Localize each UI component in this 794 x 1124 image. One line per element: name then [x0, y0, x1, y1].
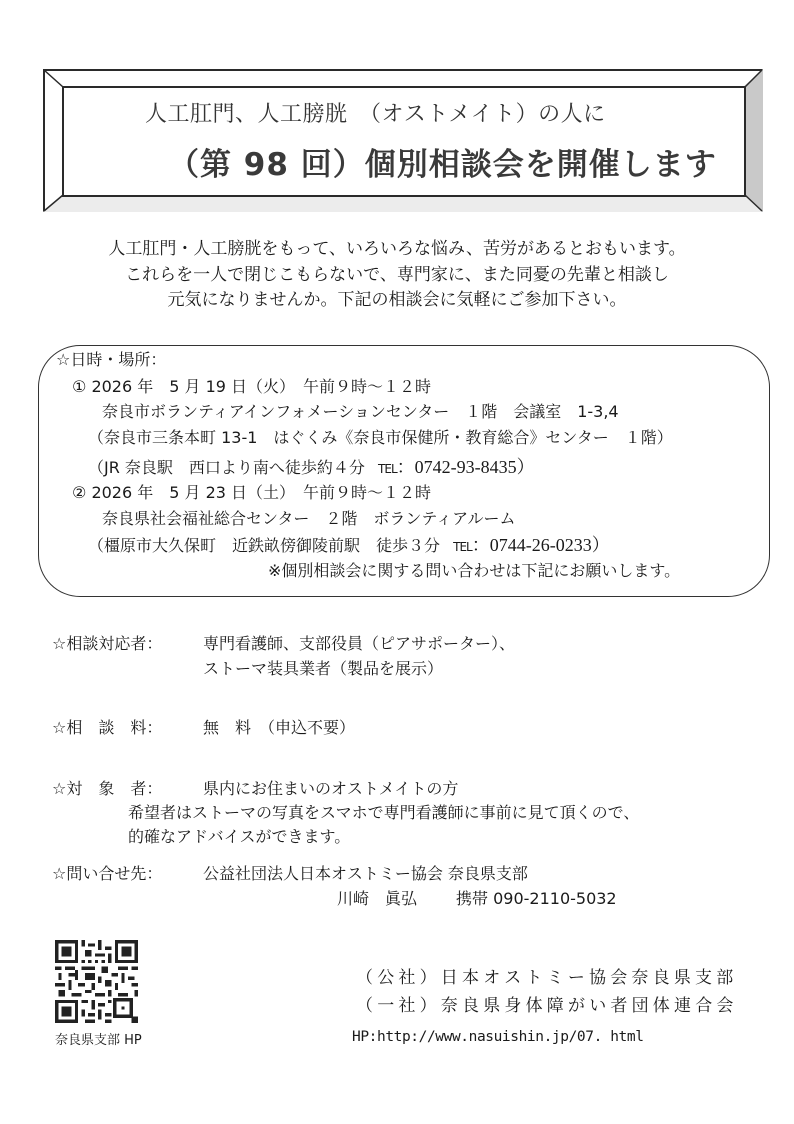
- consultants-label: ☆相談対応者：: [52, 634, 163, 653]
- contact-label: ☆問い合せ先：: [52, 864, 163, 883]
- title-frame-bevel-right: [744, 69, 763, 212]
- session-2-number: ②: [72, 483, 87, 502]
- target-line-1: 県内にお住まいのオストメイトの方: [203, 779, 459, 798]
- session-2-date: ② 2026 年 5 月 23 日（土） 午前９時～１２時: [72, 483, 432, 502]
- footer-org-2: （一社）奈良県身体障がい者団体連合会: [356, 996, 738, 1016]
- session-2-venue: 奈良県社会福祉総合センター ２階 ボランティアルーム: [102, 509, 516, 528]
- schedule-note: ※個別相談会に関する問い合わせは下記にお願いします。: [268, 561, 681, 580]
- footer-url-link[interactable]: HP:http://www.nasuishin.jp/07. html: [352, 1029, 644, 1045]
- target-line-3: 的確なアドバイスができます。: [128, 827, 351, 846]
- session-1-date: ① 2026 年 5 月 19 日（火） 午前９時～１２時: [72, 377, 432, 396]
- title-line-1: 人工肛門、人工膀胱 （オストメイト）の人に: [145, 102, 606, 127]
- consultants-line-1: 専門看護師、支部役員（ピアサポーター）、: [203, 634, 516, 653]
- consultants-line-2: ストーマ装具業者（製品を展示）: [203, 659, 444, 678]
- contact-org: 公益社団法人日本オストミー協会 奈良県支部: [203, 864, 528, 883]
- target-label: ☆対 象 者：: [52, 779, 163, 798]
- session-2-access: （橿原市大久保町 近鉄畝傍御陵前駅 徒歩３分 TEL：0744-26-0233）: [88, 535, 610, 555]
- target-line-2: 希望者はストーマの写真をスマホで専門看護師に事前に見て頂くので、: [128, 803, 640, 822]
- intro-line-1: 人工肛門・人工膀胱をもって、いろいろな悩み、苦労があるとおもいます。: [108, 239, 686, 259]
- schedule-heading: ☆日時・場所：: [56, 350, 167, 369]
- tel-label: TEL: [378, 462, 397, 476]
- fee-value: 無 料 （申込不要）: [203, 718, 356, 737]
- session-2-tel: ：0744-26-0233）: [471, 535, 610, 555]
- session-1-venue: 奈良市ボランティアインフォメーションセンター １階 会議室 1-3,4: [102, 402, 619, 421]
- session-1-number: ①: [72, 377, 87, 396]
- contact-phone: 携帯 090-2110-5032: [456, 889, 617, 908]
- session-1-tel: ：0742-93-8435）: [396, 457, 535, 477]
- intro-line-3: 元気になりませんか。下記の相談会に気軽にご参加下さい。: [167, 290, 627, 310]
- session-1-address: （奈良市三条本町 13-1 はぐくみ《奈良市保健所・教育総合》センター １階）: [88, 428, 673, 447]
- intro-line-2: これらを一人で閉じこもらないで、専門家に、また同憂の先輩と相談し: [125, 265, 669, 285]
- title-frame-bevel-bottom: [43, 195, 763, 212]
- fee-label: ☆相 談 料：: [52, 718, 163, 737]
- qr-code-icon[interactable]: [55, 940, 138, 1023]
- footer-org-1: （公社）日本オストミー協会奈良県支部: [356, 968, 738, 988]
- session-1-access: （JR 奈良駅 西口より南へ徒歩約４分 TEL：0742-93-8435）: [88, 457, 535, 477]
- tel-label: TEL: [453, 540, 472, 554]
- contact-person: 川崎 眞弘: [337, 889, 418, 908]
- qr-label: 奈良県支部 HP: [55, 1033, 142, 1048]
- title-line-2: （第 98 回）個別相談会を開催します: [168, 147, 717, 183]
